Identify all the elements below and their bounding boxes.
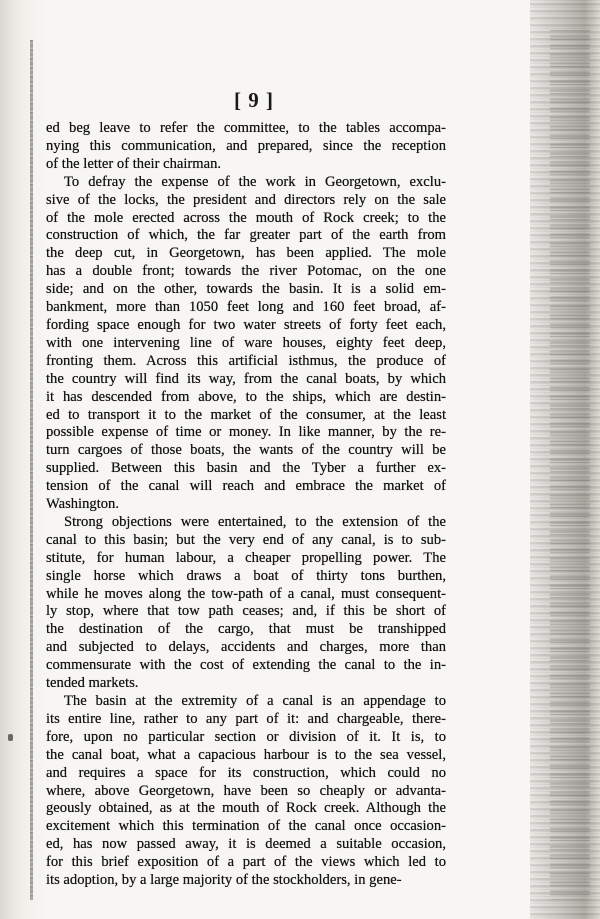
text-line: geously obtained, as at the mouth of Rock creek. Although the bbox=[46, 800, 446, 817]
binding-stitch-line bbox=[30, 40, 33, 900]
text-line: where, above Georgetown, have been so cheaply or advanta- bbox=[46, 782, 446, 799]
text-line: Strong objections were entertained, to the extension of the bbox=[64, 513, 446, 530]
text-line: construction of which, the far greater part of the earth from bbox=[46, 227, 446, 244]
text-line: ed to transport it to the market of the consumer, at the least bbox=[46, 406, 446, 423]
text-line: side; and on the other, towards the basin. It is a solid em- bbox=[46, 281, 446, 298]
text-line: the country will find its way, from the canal boats, by which bbox=[46, 370, 446, 387]
text-line: bankment, more than 1050 feet long and 160 feet broad, af- bbox=[46, 299, 446, 316]
text-line: fronting them. Across this artificial isthmus, the produce of bbox=[46, 352, 446, 369]
text-line: the deep cut, in Georgetown, has been applied. The mole bbox=[46, 245, 446, 262]
text-line: single horse which draws a boat of thirty tons burthen, bbox=[46, 567, 446, 584]
text-line: and subjected to delays, accidents and charges, more than bbox=[46, 639, 446, 656]
text-line: fore, upon no particular section or division of it. It is, to bbox=[46, 728, 446, 745]
paragraph bbox=[46, 693, 446, 890]
text-line: its adoption, by a large majority of the stockholders, in gene- bbox=[46, 872, 402, 889]
margin-mark bbox=[8, 734, 13, 741]
text-line: it has descended from above, to the ships, which are destin- bbox=[46, 388, 446, 405]
text-line: supplied. Between this basin and the Tyber a further ex- bbox=[46, 460, 446, 477]
text-line: tended markets. bbox=[46, 675, 139, 692]
text-line: excitement which this termination of the canal once occasion- bbox=[46, 818, 446, 835]
text-line: the destination of the cargo, that must be transhipped bbox=[46, 621, 446, 638]
binding-edge bbox=[0, 0, 46, 919]
text-line: turn cargoes of those boats, the wants of the country will be bbox=[46, 442, 446, 459]
text-line: ly stop, where that tow path ceases; and, if this be short of bbox=[46, 603, 446, 620]
text-line: sive of the locks, the president and directors rely on the sale bbox=[46, 191, 446, 208]
body-text bbox=[46, 120, 446, 890]
text-line: Washington. bbox=[46, 496, 120, 513]
text-line: fording space enough for two water streets of forty feet each, bbox=[46, 316, 446, 333]
page-number: [ 9 ] bbox=[234, 88, 274, 112]
text-line: ed beg leave to refer the committee, to the tables accompa- bbox=[46, 120, 446, 136]
text-line: of the mole erected across the mouth of Rock creek; to the bbox=[46, 209, 446, 226]
text-line: canal to this basin; but the very end of any canal, is to sub- bbox=[46, 531, 446, 548]
text-line: of the letter of their chairman. bbox=[46, 155, 222, 172]
text-line: The basin at the extremity of a canal is an appendage to bbox=[64, 693, 446, 709]
text-line: the canal boat, what a capacious harbour is to the sea vessel, bbox=[46, 746, 446, 763]
text-line: with one intervening line of ware houses, eighty feet deep, bbox=[46, 334, 446, 351]
paragraph bbox=[46, 120, 446, 174]
text-line: while he moves along the tow-path of a canal, must consequent- bbox=[46, 585, 446, 602]
text-line: nying this communication, and prepared, since the reception bbox=[46, 137, 446, 154]
text-line: its entire line, rather to any part of it: and chargeable, there- bbox=[46, 710, 446, 727]
paragraph bbox=[46, 514, 446, 693]
text-line: tension of the canal will reach and embrace the market of bbox=[46, 478, 446, 495]
text-line: has a double front; towards the river Potomac, on the one bbox=[46, 263, 446, 280]
text-line: and requires a space for its construction, which could no bbox=[46, 764, 446, 781]
text-line: commensurate with the cost of extending the canal to the in- bbox=[46, 657, 446, 674]
text-line: stitute, for human labour, a cheaper propelling power. The bbox=[46, 549, 446, 566]
text-line: for this brief exposition of a part of the views which led to bbox=[46, 854, 446, 871]
fore-edge-speckle bbox=[550, 30, 590, 900]
paragraph bbox=[46, 174, 446, 514]
text-line: ed, has now passed away, it is deemed a suitable occasion, bbox=[46, 836, 446, 853]
text-line: possible expense of time or money. In like manner, by the re- bbox=[46, 424, 446, 441]
text-line: To defray the expense of the work in Georgetown, exclu- bbox=[64, 173, 446, 190]
